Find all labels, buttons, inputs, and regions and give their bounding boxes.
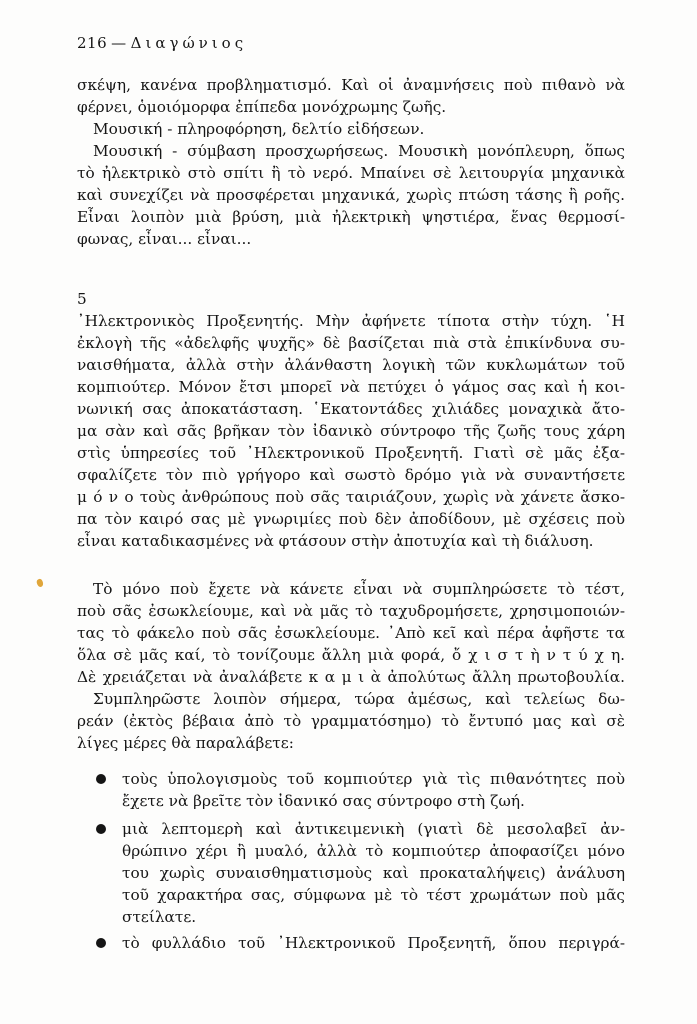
text-line: φωνας, εἶναι... εἶναι... bbox=[77, 230, 252, 248]
text-line: ὅλα σὲ μᾶς καί, τὸ τονίζουμε ἄλλη μιὰ φορά, ὄ χ ι σ τ ὴ ν τ ύ χ η. bbox=[77, 646, 625, 664]
bullet-dot-icon bbox=[96, 774, 106, 784]
paragraph-information bbox=[77, 118, 625, 140]
text-line: ᾿Ηλεκτρονικὸς Προξενητής. Μὴν ἀφήνετε τίποτα στὴν τύχη. ῾Η bbox=[77, 312, 625, 330]
text-line: τοῦ χαρακτήρα σας, σύμφωνα μὲ τὸ τέστ χρωμάτων ποὺ μᾶς bbox=[122, 886, 625, 904]
text-line: θρώπινο χέρι ἢ μυαλό, ἀλλὰ τὸ κομπιούτερ ἀποφασίζει μόνο bbox=[122, 842, 625, 860]
section-number: 5 bbox=[77, 290, 87, 308]
text-line: τοὺς ὑπολογισμοὺς τοῦ κομπιούτερ γιὰ τὶς πιθανότητες ποὺ bbox=[122, 770, 625, 788]
page-number: 216 bbox=[77, 34, 108, 52]
text-line: τας τὸ φάκελο ποὺ σᾶς ἐσωκλείουμε. ᾿Απὸ κεῖ καὶ πέρα ἀφῆστε τα bbox=[77, 624, 625, 642]
text-line: ποὺ σᾶς ἐσωκλείουμε, καὶ νὰ μᾶς τὸ ταχυδρομήσετε, χρησιμοποιών- bbox=[77, 602, 625, 620]
section-body bbox=[77, 310, 625, 552]
text-line: λίγες μέρες θὰ παραλάβετε: bbox=[77, 734, 294, 752]
text-line: ρεάν (ἐκτὸς βέβαια ἀπὸ τὸ γραμματόσημο) τὸ ἔντυπό μας καὶ σὲ bbox=[77, 712, 625, 730]
text-line: ναισθήματα, ἀλλὰ στὴν ἀλάνθαστη λογικὴ τῶν κυκλωμάτων τοῦ bbox=[77, 356, 625, 374]
text-line: πα τὸν καιρό σας μὲ γνωριμίες ποὺ δὲν ἀποδίδουν, μὲ σχέσεις ποὺ bbox=[77, 510, 625, 528]
bullet-dot-icon bbox=[96, 824, 106, 834]
text-line: κομπιούτερ. Μόνον ἔτσι μπορεῖ νὰ πετύχει ὁ γάμος σας καὶ ἡ κοι- bbox=[77, 378, 625, 396]
text-line: τὸ ἠλεκτρικὸ στὸ σπίτι ἢ τὸ νερό. Μπαίνει σὲ λειτουργία μηχανικὰ bbox=[77, 164, 625, 182]
text-line: νωνική σας ἀποκατάσταση. ῾Εκατοντάδες χιλιάδες μοναχικὰ ἄτο- bbox=[77, 400, 625, 418]
text-line: Δὲ χρειάζεται νὰ ἀναλάβετε κ α μ ι ὰ ἀπολύτως ἄλλη πρωτοβουλία. bbox=[77, 668, 625, 686]
text-line: του χωρὶς συναισθηματισμοὺς καὶ προκαταλήψεις) ἀνάλυση bbox=[122, 864, 625, 882]
running-title: Διαγώνιος bbox=[130, 34, 248, 52]
text-line: στὶς ὑπηρεσίες τοῦ ᾿Ηλεκτρονικοῦ Προξενητῆ. Γιατὶ σὲ μᾶς ἐξα- bbox=[77, 444, 625, 462]
text-line: μ ό ν ο τοὺς ἀνθρώπους ποὺ σᾶς ταιριάζουν, χωρὶς νὰ χάνετε ἄσκο- bbox=[77, 488, 625, 506]
text-line: ἔχετε νὰ βρεῖτε τὸν ἰδανικό σας σύντροφο στὴ ζωή. bbox=[122, 792, 525, 810]
text-line: ἐκλογὴ τῆς «ἀδελφῆς ψυχῆς» δὲ βασίζεται πιὰ στὰ ἐπικίνδυνα συ- bbox=[77, 334, 625, 352]
paragraph-contract bbox=[77, 140, 625, 250]
list-item bbox=[92, 818, 625, 928]
list-item bbox=[92, 932, 625, 954]
text-line: στείλατε. bbox=[122, 908, 197, 926]
offer-paragraph bbox=[77, 578, 625, 754]
text-line: Τὸ μόνο ποὺ ἔχετε νὰ κάνετε εἶναι νὰ συμπληρώσετε τὸ τέστ, bbox=[93, 580, 625, 598]
text-line: μα σὰν καὶ σᾶς βρῆκαν τὸν ἰδανικὸ σύντροφο τῆς ζωῆς τους χάρη bbox=[77, 422, 625, 440]
ink-mark bbox=[36, 578, 45, 588]
text-line: Εἶναι λοιπὸν μιὰ βρύση, μιὰ ἠλεκτρικὴ ψηστιέρα, ἕνας θερμοσί- bbox=[77, 208, 625, 226]
text-line: εἶναι καταδικασμένες νὰ φτάσουν στὴν ἀποτυχία καὶ τὴ διάλυση. bbox=[77, 532, 594, 550]
text-line: καὶ συνεχίζει νὰ προσφέρεται μηχανικά, χωρὶς πτώση τάσης ἢ ροῆς. bbox=[77, 186, 625, 204]
text-line: Συμπληρῶστε λοιπὸν σήμερα, τώρα ἀμέσως, καὶ τελείως δω- bbox=[93, 690, 625, 708]
text-line: φέρνει, ὁμοιόμορφα ἐπίπεδα μονόχρωμης ζωῆς. bbox=[77, 98, 447, 116]
paragraph-intro bbox=[77, 74, 625, 118]
bullet-dot-icon bbox=[96, 938, 106, 948]
running-header bbox=[77, 34, 247, 52]
text-line: σφαλίζετε τὸν πιὸ γρήγορο καὶ σωστὸ δρόμο γιὰ νὰ συναντήσετε bbox=[77, 466, 625, 484]
text-line: Μουσική - σύμβαση προσχωρήσεως. Μουσικὴ μονόπλευρη, ὅπως bbox=[93, 142, 625, 160]
text-line: τὸ φυλλάδιο τοῦ ᾿Ηλεκτρονικοῦ Προξενητῆ, ὅπου περιγρά- bbox=[122, 934, 625, 952]
text-line: Μουσική - πληροφόρηση, δελτίο εἰδήσεων. bbox=[93, 120, 425, 138]
text-line: μιὰ λεπτομερὴ καὶ ἀντικειμενικὴ (γιατὶ δὲ μεσολαβεῖ ἀν- bbox=[122, 820, 625, 838]
bullet-list bbox=[92, 768, 625, 954]
header-dash: — bbox=[111, 34, 127, 52]
text-line: σκέψη, κανένα προβληματισμό. Καὶ οἱ ἀναμνήσεις ποὺ πιθανὸ νὰ bbox=[77, 76, 625, 94]
list-item bbox=[92, 768, 625, 812]
